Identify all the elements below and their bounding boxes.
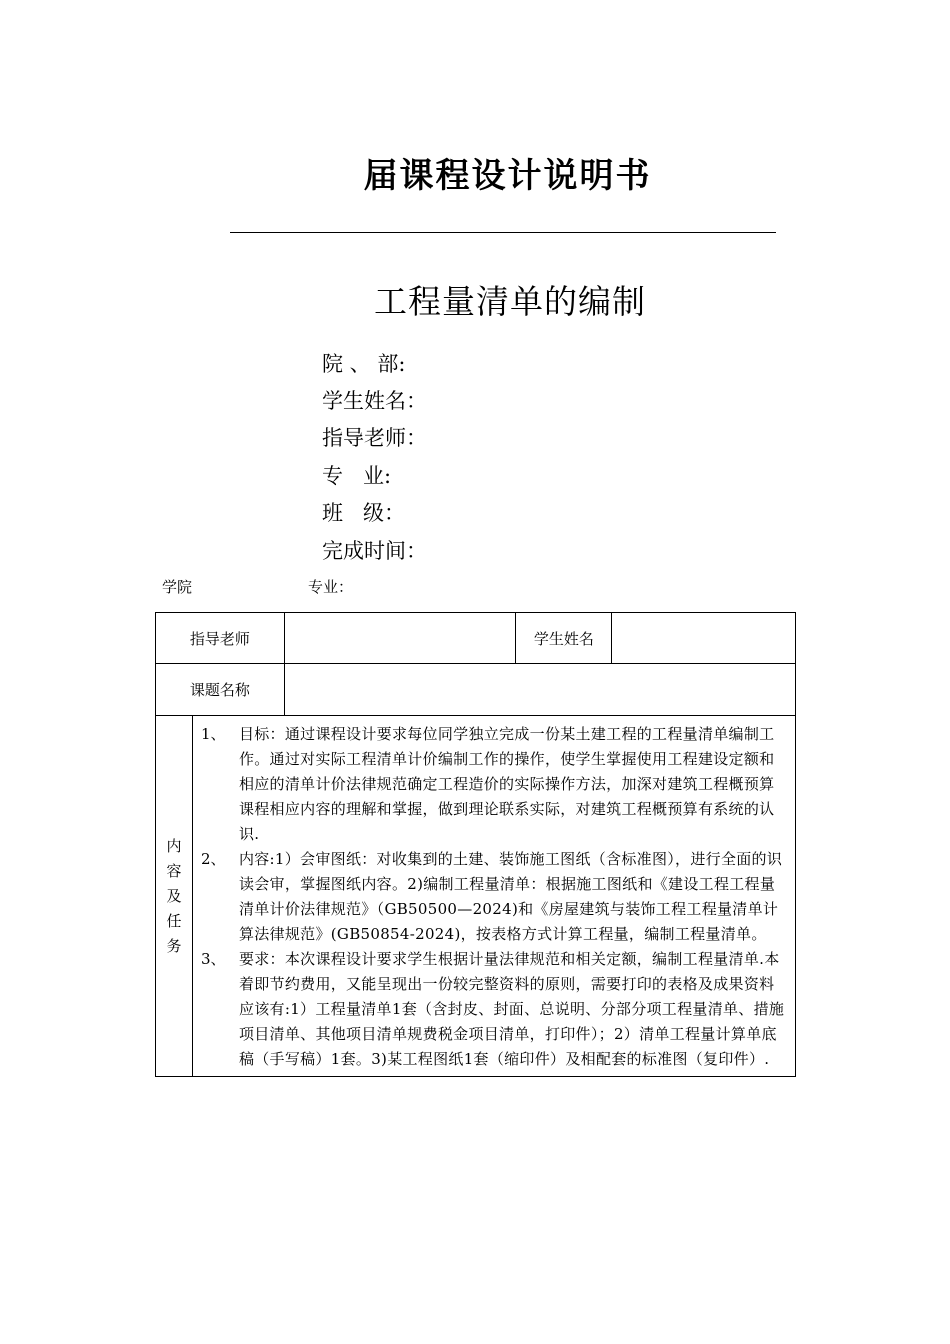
task-item	[201, 722, 789, 847]
task-item	[201, 947, 789, 1072]
student-name-label: 学生姓名	[516, 613, 612, 664]
tasks-label-char: 及	[166, 886, 182, 905]
college-label: 学院	[162, 578, 193, 596]
tasks-label-char: 任	[166, 911, 182, 930]
project-topic: 工程量清单的编制	[374, 282, 646, 321]
field-class: 班 级：	[322, 501, 406, 525]
task-table	[155, 612, 796, 1077]
field-department: 院 、 部:	[322, 352, 406, 376]
task-item-text: 目标：通过课程设计要求每位同学独立完成一份某土建工程的工程量清单编制工作。通过对实际工程清单计价编制工作的操作，使学生掌握使用工程建设定额和相应的清单计价法律规范确定工程造价的实际操作方法，加深对建筑工程概预算课程相应内容的理解和掌握，做到理论联系实际，对建筑工程概预算有系统的认识.	[238, 725, 775, 843]
tasks-label-char: 内	[166, 836, 182, 855]
task-item-number: 2、	[200, 850, 226, 868]
tasks-label-char: 务	[166, 936, 182, 955]
tasks-label-char: 容	[166, 861, 182, 880]
task-item-text: 要求：本次课程设计要求学生根据计量法律规范和相关定额，编制工程量清单.本着即节约费用，又能呈现出一份较完整资料的原则，需要打印的表格及成果资料应该有:1）工程量清单1套（含封皮、封面、总说明、分部分项工程量清单、措施项目清单、其他项目清单规费税金项目清单，打印件）；2）清单工程量计算单底稿（手写稿）1套。3)某工程图纸1套（缩印件）及相配套的标准图（复印件）.	[238, 950, 785, 1068]
advisor-label: 指导老师	[156, 613, 285, 664]
tasks-label	[156, 716, 193, 1077]
field-completion-time: 完成时间：	[322, 539, 427, 563]
student-name-value[interactable]	[612, 613, 796, 664]
title-rule	[230, 232, 776, 233]
topic-value[interactable]	[284, 664, 795, 716]
topic-label: 课题名称	[156, 664, 285, 716]
advisor-value[interactable]	[284, 613, 516, 664]
task-item-number: 1、	[200, 725, 226, 743]
field-major: 专 业:	[322, 464, 392, 488]
field-advisor: 指导老师：	[322, 426, 427, 450]
task-item-number: 3、	[200, 950, 226, 968]
document-heading: 届课程设计说明书	[363, 156, 652, 196]
tasks-content	[192, 716, 795, 1077]
task-item	[201, 847, 789, 947]
task-item-text: 内容:1）会审图纸：对收集到的土建、装饰施工图纸（含标准图），进行全面的识读会审，掌握图纸内容。2)编制工程量清单：根据施工图纸和《建设工程工程量清单计价法律规范》（GB50500—2024)和《房屋建筑与装饰工程工程量清单计算法律规范》(GB50854-2024)，按表格方式计算工程量，编制工程量清单。	[238, 850, 783, 943]
major-label: 专业：	[308, 578, 354, 596]
field-student-name: 学生姓名：	[322, 389, 427, 413]
